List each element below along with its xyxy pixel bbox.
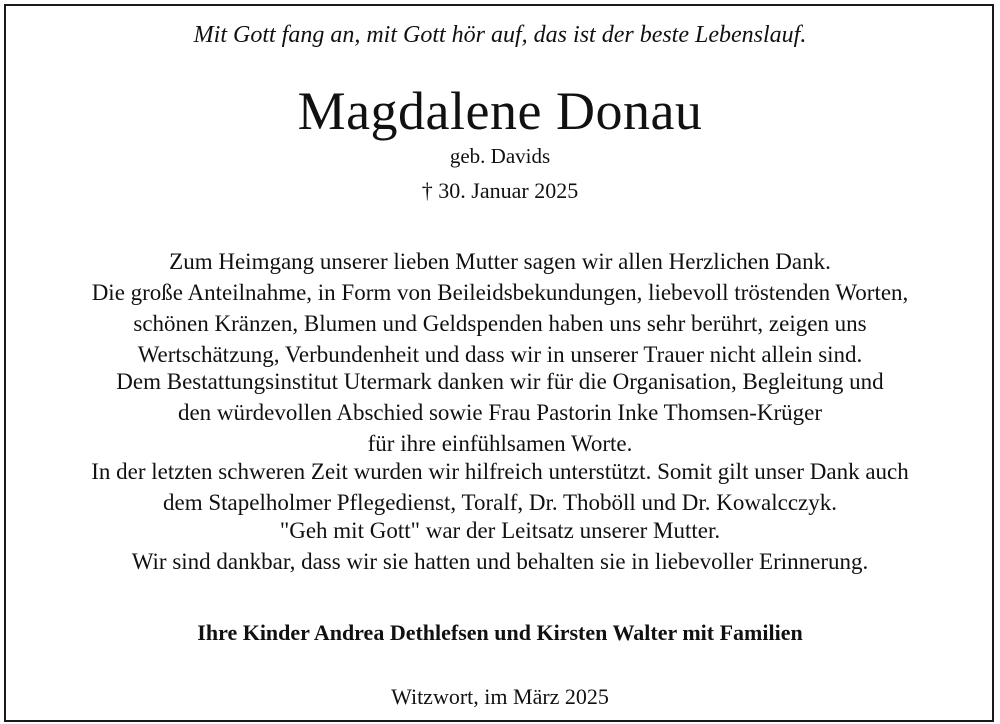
text-line: für ihre einfühlsamen Worte. (367, 431, 633, 456)
thanks-paragraph-1 (0, 246, 1000, 370)
text-line: Die große Anteilnahme, in Form von Beileidsbekundungen, liebevoll tröstenden Worten, (91, 280, 909, 305)
deceased-name: Magdalene Donau (297, 81, 703, 141)
motto-verse: Mit Gott fang an, mit Gott hör auf, das ist der beste Lebenslauf. (193, 22, 807, 48)
thanks-paragraph-3 (0, 456, 1000, 518)
text-line: schönen Kränzen, Blumen und Geldspenden haben uns sehr berührt, zeigen uns (133, 311, 867, 336)
death-date: † 30. Januar 2025 (421, 178, 579, 203)
text-line: dem Stapelholmer Pflegedienst, Toralf, Dr. Thoböll und Dr. Kowalcczyk. (163, 490, 837, 515)
text-line: "Geh mit Gott" war der Leitsatz unserer Mutter. (279, 518, 721, 543)
thanks-paragraph-2 (0, 366, 1000, 459)
text-line: Dem Bestattungsinstitut Utermark danken wir für die Organisation, Begleitung und (116, 369, 884, 394)
thanks-paragraph-4 (0, 515, 1000, 577)
family-signature: Ihre Kinder Andrea Dethlefsen und Kirsten Walter mit Familien (197, 620, 803, 645)
maiden-name: geb. Davids (449, 144, 551, 168)
text-line: Zum Heimgang unserer lieben Mutter sagen wir allen Herzlichen Dank. (169, 249, 831, 274)
place-date: Witzwort, im März 2025 (391, 684, 609, 709)
text-line: Wertschätzung, Verbundenheit und dass wir in unserer Trauer nicht allein sind. (137, 342, 863, 367)
text-line: In der letzten schweren Zeit wurden wir hilfreich unterstützt. Somit gilt unser Dank auch (91, 459, 909, 484)
text-line: den würdevollen Abschied sowie Frau Pastorin Inke Thomsen-Krüger (177, 400, 823, 425)
text-line: Wir sind dankbar, dass wir sie hatten und behalten sie in liebevoller Erinnerung. (131, 549, 869, 574)
